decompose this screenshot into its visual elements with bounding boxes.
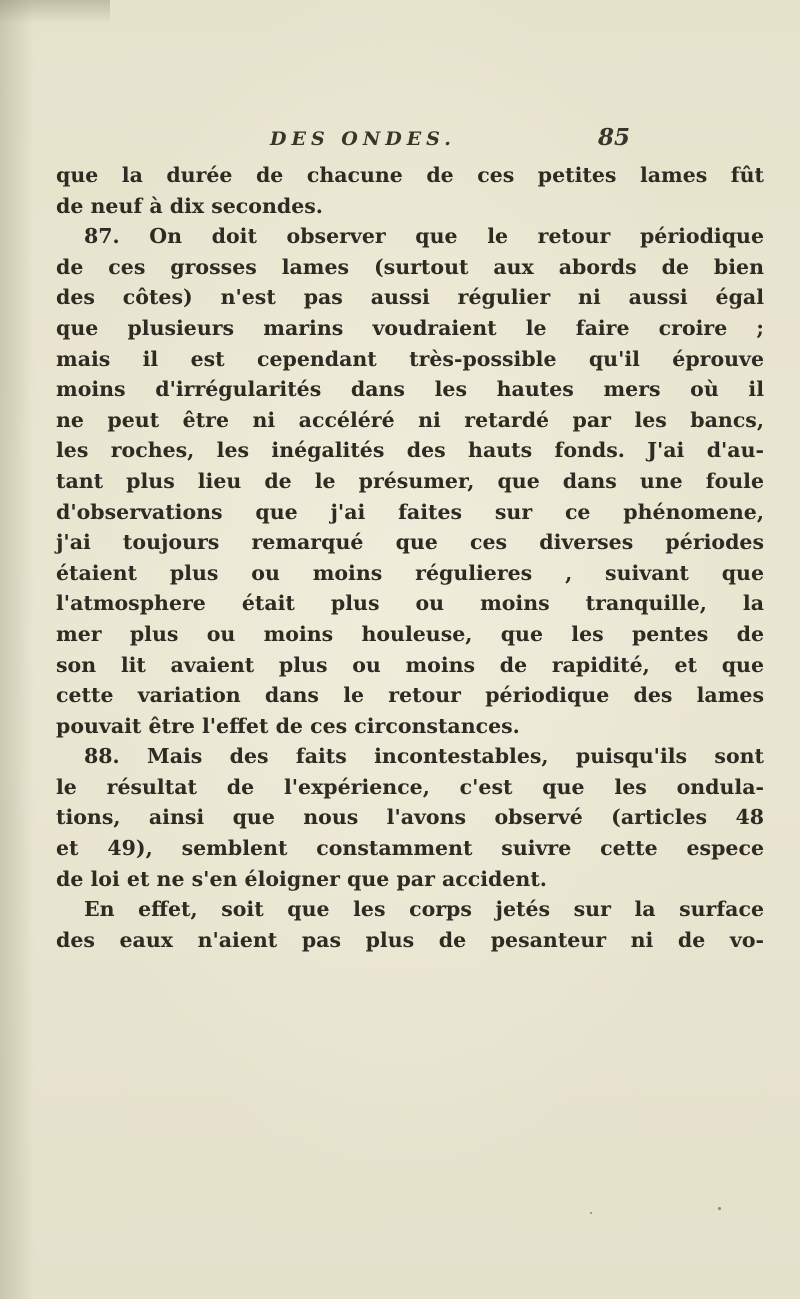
text-line: pouvait être l'effet de ces circonstances. [56, 713, 520, 738]
page-corner-shade [0, 0, 110, 24]
text-line: mer plus ou moins houleuse, que les pentes de [56, 621, 764, 646]
text-line: son lit avaient plus ou moins de rapidité, et que [56, 652, 764, 677]
text-line: moins d'irrégularités dans les hautes mers où il [56, 377, 764, 402]
text-line: cette variation dans le retour périodique des lames [56, 683, 764, 708]
text-line: tions, ainsi que nous l'avons observé (articles 48 [56, 805, 764, 830]
text-line: de loi et ne s'en éloigner que par accident. [56, 866, 547, 891]
text-line: que la durée de chacune de ces petites lames fût [56, 163, 764, 187]
text-line: de neuf à dix secondes. [56, 193, 323, 218]
text-line: que plusieurs marins voudraient le faire croire ; [56, 315, 764, 340]
text-line: tant plus lieu de le présumer, que dans une foule [56, 468, 764, 493]
text-line: des côtes) n'est pas aussi régulier ni aussi égal [56, 285, 764, 310]
text-line: j'ai toujours remarqué que ces diverses périodes [56, 530, 764, 555]
page-number: 85 [597, 124, 630, 151]
text-line: de ces grosses lames (surtout aux abords de bien [56, 254, 764, 279]
body-text [56, 160, 764, 955]
text-line: et 49), semblent constamment suivre cette espece [56, 836, 764, 861]
text-line: l'atmosphere était plus ou moins tranquille, la [56, 591, 764, 616]
page-gutter-shadow [0, 0, 34, 1299]
text-line: En effet, soit que les corps jetés sur la surface [84, 897, 764, 922]
text-line: étaient plus ou moins régulieres , suivant que [56, 560, 764, 585]
text-line: ne peut être ni accéléré ni retardé par les bancs, [56, 407, 764, 432]
text-line: les roches, les inégalités des hauts fonds. J'ai d'au- [56, 438, 764, 463]
paper-speck [590, 1212, 592, 1214]
paper-speck [718, 1207, 721, 1210]
running-head: DES ONDES. [270, 128, 456, 150]
text-line: le résultat de l'expérience, c'est que les ondula- [56, 774, 764, 799]
text-line: des eaux n'aient pas plus de pesanteur ni de vo- [56, 927, 764, 952]
text-line: mais il est cependant très-possible qu'il éprouve [56, 346, 764, 371]
text-line: d'observations que j'ai faites sur ce phénomene, [56, 499, 764, 524]
text-line: 87. On doit observer que le retour périodique [84, 224, 764, 249]
text-line: 88. Mais des faits incontestables, puisqu'ils sont [84, 744, 764, 769]
